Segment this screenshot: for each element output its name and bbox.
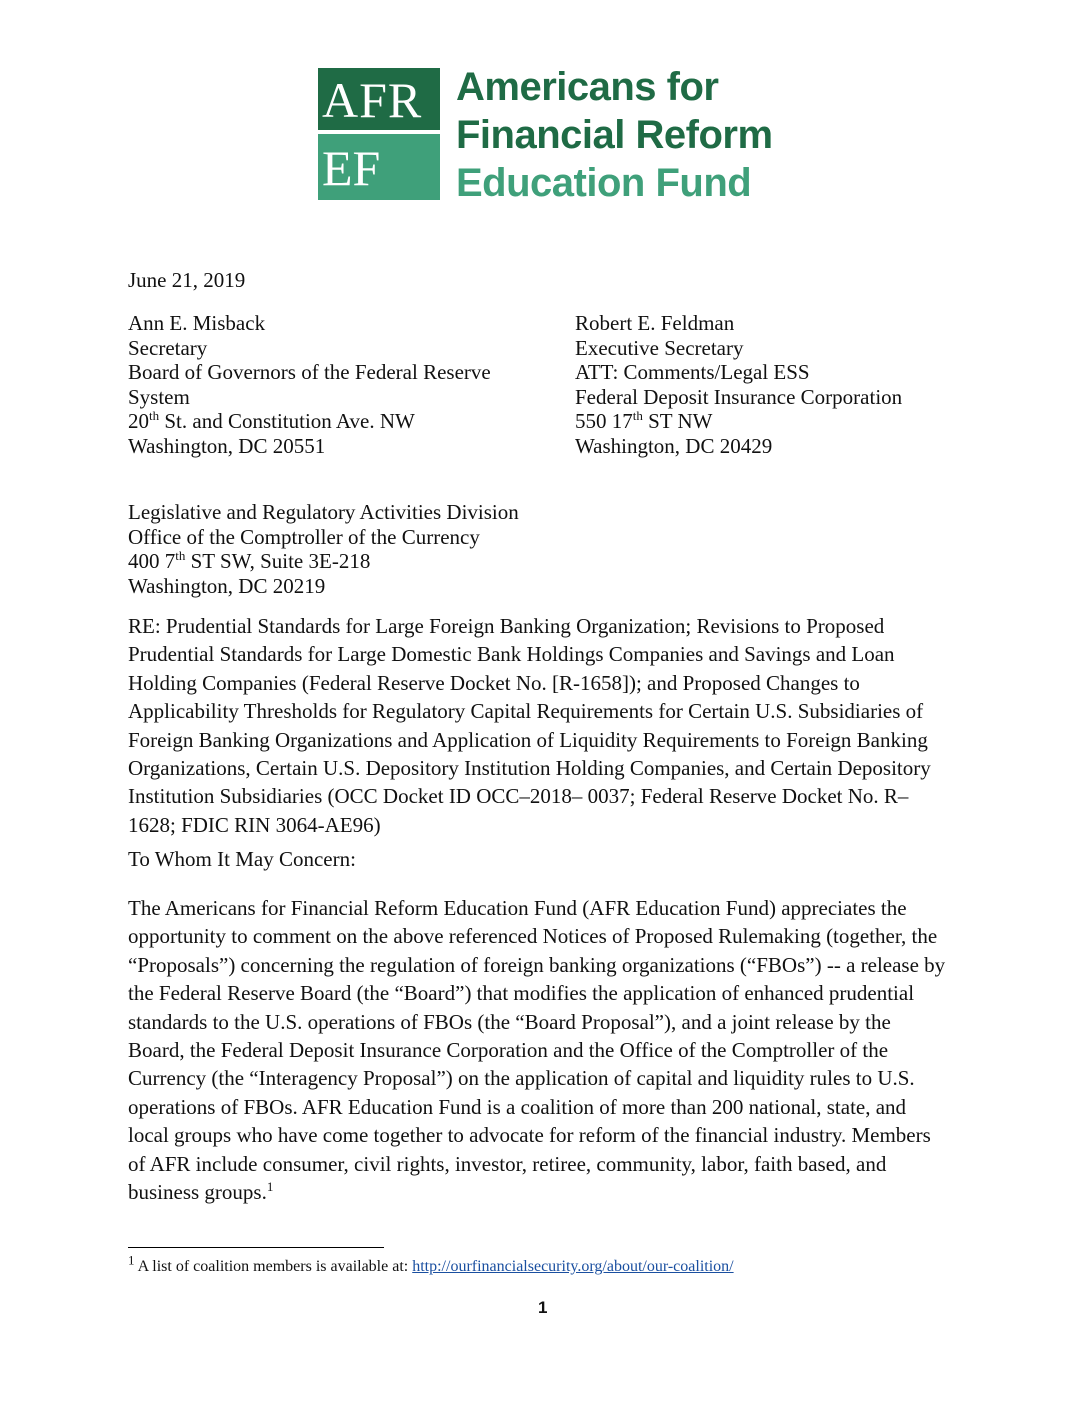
salutation: To Whom It May Concern: — [128, 847, 356, 871]
footnote-ref[interactable]: 1 — [266, 1179, 274, 1195]
recipient-street: 400 7th ST SW, Suite 3E-218 — [128, 548, 371, 574]
coalition-link[interactable]: http://ourfinancialsecurity.org/about/our-coalition/ — [412, 1258, 734, 1275]
recipient-city: Washington, DC 20551 — [128, 433, 326, 458]
body-text: The Americans for Financial Reform Education Fund (AFR Education Fund) appreciates the opportunity to comment on the above referenced Notices of Proposed Rulemaking (together, the “Proposals”) concerning the regulation of foreign banking organizations (“FBOs”) -- a release by the Federal Reserve Board (the “Board”) that modifies the application of enhanced prudential standards to the U.S. operations of FBOs (the “Board Proposal”), and a joint release by the Board, the Federal Deposit Insurance Corporation and the Office of the Comptroller of the Currency (the “Interagency Proposal”) on the application of capital and liquidity rules to U.S. operations of FBOs. AFR Education Fund is a coalition of more than 200 national, state, and local groups who have come together to advocate for reform of the financial industry. Members of AFR include consumer, civil rights, investor, retiree, community, labor, faith based, and business groups. — [128, 896, 946, 1205]
recipient-title: Executive Secretary — [575, 335, 744, 360]
footnote-mark: 1 — [128, 1252, 135, 1268]
footnote-divider — [128, 1247, 384, 1248]
afr-ef-logo — [318, 65, 778, 205]
recipient-title: Secretary — [128, 335, 208, 360]
recipient-street: 550 17th ST NW — [575, 408, 713, 434]
logo-line-3: Education Fund — [456, 161, 752, 205]
recipient-name: Robert E. Feldman — [575, 311, 735, 335]
logo-mark-afr: AFR — [322, 72, 423, 128]
footnote — [128, 1252, 734, 1276]
footnote-text: A list of coalition members is available at: — [134, 1258, 413, 1275]
body-paragraph — [128, 894, 968, 1206]
logo-line-1: Americans for — [456, 65, 719, 109]
recipient-attn: ATT: Comments/Legal ESS — [575, 360, 810, 385]
letter-date: June 21, 2019 — [128, 268, 246, 292]
recipient-name: Ann E. Misback — [128, 311, 266, 335]
recipient-org-line2: System — [128, 384, 190, 409]
logo-line-2: Financial Reform — [456, 113, 773, 157]
recipient-org: Federal Deposit Insurance Corporation — [575, 384, 903, 409]
recipient-city: Washington, DC 20219 — [128, 573, 326, 598]
page-number: 1 — [538, 1298, 548, 1317]
recipient-occ — [128, 500, 519, 598]
recipient-division: Legislative and Regulatory Activities Division — [128, 500, 519, 524]
recipient-frb — [128, 311, 491, 459]
re-subject-line: RE: Prudential Standards for Large Foreign Banking Organization; Revisions to Proposed Prudential Standards for Large Domestic Bank Holdings Companies and Savings and Loan Holding Companies (Federal Reserve Docket No. [R-1658]); and Proposed Changes to Applicability Thresholds for Regulatory Capital Requirements for Certain U.S. Subsidiaries of Foreign Banking Organizations and Application of Liquidity Requirements to Foreign Banking Organizations, Certain U.S. Depository Institution Holding Companies, and Certain Depository Institution Subsidiaries (OCC Docket ID OCC–2018– 0037; Federal Reserve Docket No. R– 1628; FDIC RIN 3064-AE96) — [128, 614, 931, 837]
recipient-org: Office of the Comptroller of the Currency — [128, 524, 480, 549]
recipient-org-line1: Board of Governors of the Federal Reserve — [128, 360, 491, 385]
recipient-street: 20th St. and Constitution Ave. NW — [128, 408, 415, 434]
recipient-fdic — [575, 311, 902, 459]
recipient-city: Washington, DC 20429 — [575, 433, 773, 458]
logo-mark-ef: EF — [322, 140, 381, 196]
